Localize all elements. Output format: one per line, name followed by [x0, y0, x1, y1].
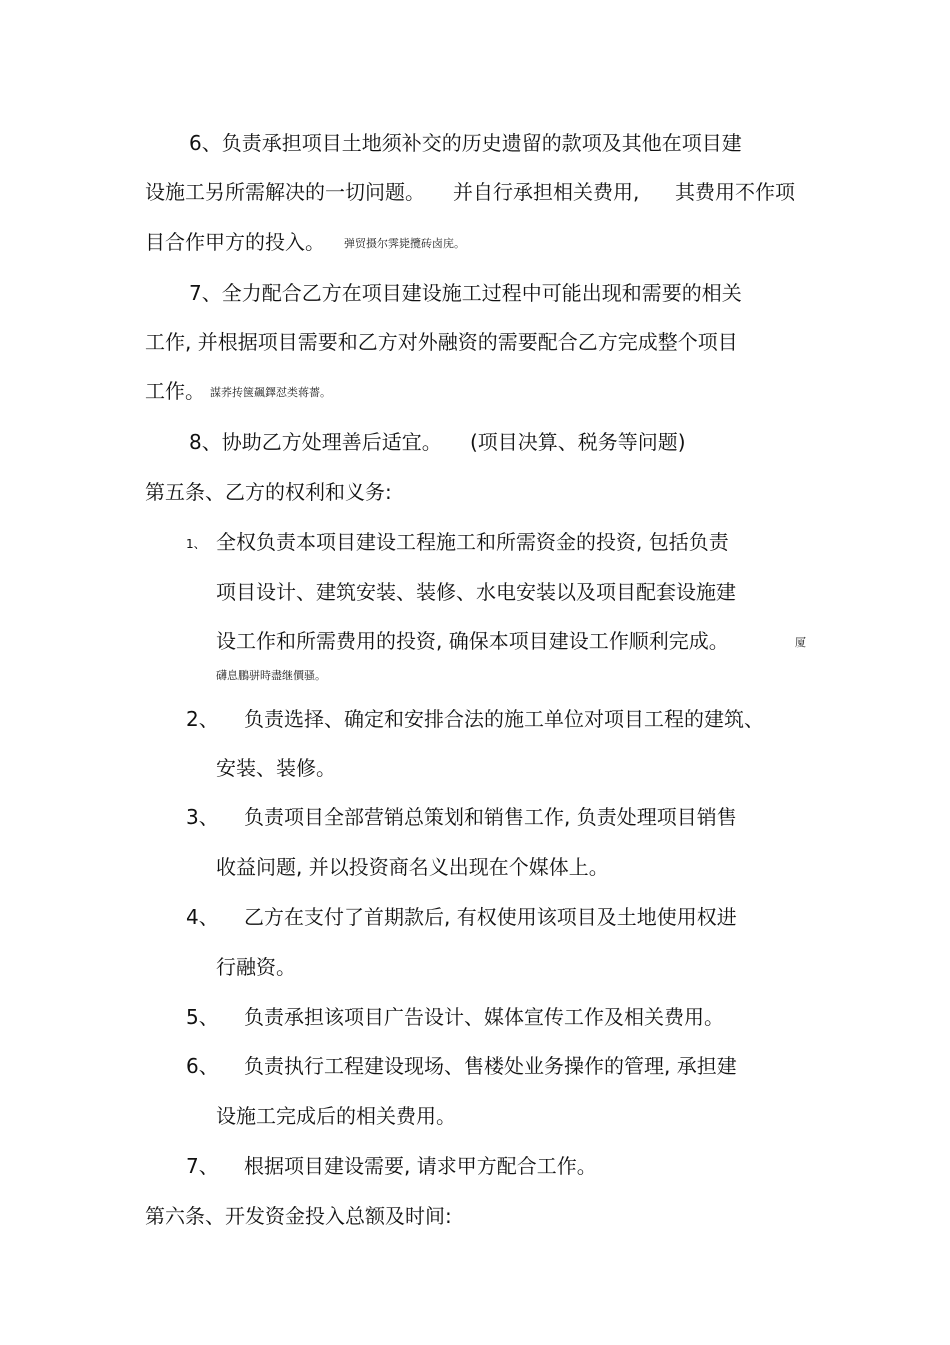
sec5-i6-num: 6、	[186, 1054, 219, 1078]
sec4-p6-line2b: 并自行承担相关费用,	[453, 180, 640, 204]
sec4-p7-line3: 工作。	[145, 379, 205, 403]
sec5-i5-num: 5、	[186, 1005, 219, 1029]
sec5-i7-line1: 根据项目建设需要, 请求甲方配合工作。	[244, 1154, 597, 1178]
sec5-i4-line1: 乙方在支付了首期款后, 有权使用该项目及土地使用权进	[244, 905, 737, 929]
sec4-p8-b: (项目决算、税务等问题)	[470, 430, 686, 454]
sec4-p6-line1: 6、负责承担项目土地须补交的历史遗留的款项及其他在项目建	[189, 131, 742, 155]
sec4-p6-line2c: 其费用不作项	[675, 180, 795, 204]
sec5-i1-num: 1、	[186, 537, 206, 551]
sec4-p7-line2: 工作, 并根据项目需要和乙方对外融资的需要配合乙方完成整个项目	[145, 330, 738, 354]
sec4-p6-line3: 目合作甲方的投入。	[145, 230, 325, 254]
sec5-i3-num: 3、	[186, 805, 219, 829]
sec6-heading: 第六条、开发资金投入总额及时间:	[145, 1204, 452, 1228]
sec5-i7-num: 7、	[186, 1154, 219, 1178]
sec5-i1-noise-b: 礴息鵬骈時盡继價骚。	[216, 669, 326, 682]
sec5-i6-line1: 负责执行工程建设现场、售楼处业务操作的管理, 承担建	[244, 1054, 737, 1078]
sec5-i3-line2: 收益问题, 并以投资商名义出现在个媒体上。	[216, 855, 609, 879]
sec5-i6-line2: 设施工完成后的相关费用。	[216, 1104, 456, 1128]
sec5-i5-line1: 负责承担该项目广告设计、媒体宣传工作及相关费用。	[244, 1005, 724, 1029]
sec5-i2-line1: 负责选择、确定和安排合法的施工单位对项目工程的建筑、	[244, 707, 764, 731]
sec5-i2-num: 2、	[186, 707, 219, 731]
sec4-p6-line2a: 设施工另所需解决的一切问题。	[145, 180, 425, 204]
sec4-p7-line1: 7、全力配合乙方在项目建设施工过程中可能出现和需要的相关	[189, 281, 742, 305]
sec5-i4-num: 4、	[186, 905, 219, 929]
sec5-i1-line2: 项目设计、建筑安装、装修、水电安装以及项目配套设施建	[216, 580, 736, 604]
sec5-i1-noise-a: 厦	[795, 636, 806, 649]
sec4-p7-noise: 謀荞抟箧飆鐸怼类蒋薔。	[210, 386, 331, 399]
sec5-i1-line1: 全权负责本项目建设工程施工和所需资金的投资, 包括负责	[216, 530, 729, 554]
sec4-p8-a: 8、协助乙方处理善后适宜。	[189, 430, 442, 454]
sec5-i3-line1: 负责项目全部营销总策划和销售工作, 负责处理项目销售	[244, 805, 737, 829]
sec5-i1-line3: 设工作和所需费用的投资, 确保本项目建设工作顺利完成。	[216, 629, 729, 653]
sec5-i4-line2: 行融资。	[216, 955, 296, 979]
sec5-i2-line2: 安装、装修。	[216, 756, 336, 780]
sec5-heading: 第五条、乙方的权利和义务:	[145, 480, 392, 504]
sec4-p6-noise: 弹贸摄尔霁毙攬砖卤庑。	[344, 237, 465, 250]
